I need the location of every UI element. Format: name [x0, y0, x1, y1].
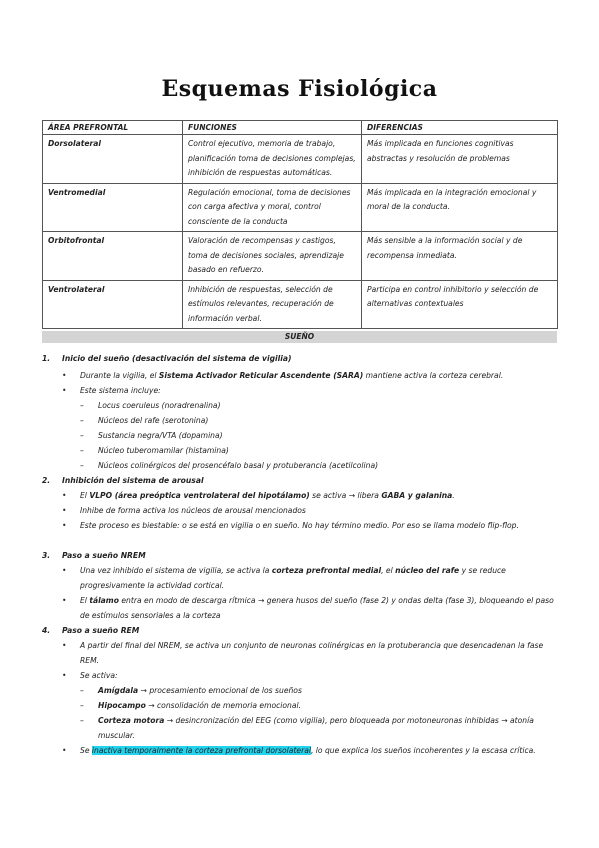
sub-item: – Núcleos del rafe (serotonina): [80, 414, 557, 429]
row-diferencias: Más implicada en la integración emocional y moral de la conducta.: [362, 183, 558, 232]
header-funciones: FUNCIONES: [183, 121, 362, 135]
list-item: • Inhibe de forma activa los núcleos de arousal mencionados: [62, 504, 557, 519]
row-area: Ventromedial: [43, 183, 183, 232]
page-title: Esquemas Fisiológica: [161, 76, 438, 102]
list-item: • Se inactiva temporalmente la corteza prefrontal dorsolateral, lo que explica los sueños incoherentes y la escasa crítica.: [62, 744, 557, 759]
prefrontal-table: [42, 120, 558, 329]
row-area: Dorsolateral: [43, 135, 183, 184]
row-diferencias: Participa en control inhibitorio y selección de alternativas contextuales: [362, 280, 558, 329]
list-item: • A partir del final del NREM, se activa un conjunto de neuronas colinérgicas en la protuberancia que desencadenan la fase REM.: [62, 639, 557, 668]
heading-3: 3. Paso a sueño NREM: [42, 551, 146, 560]
row-funciones: Regulación emocional, toma de decisiones con carga afectiva y moral, control consciente de la conducta: [183, 183, 362, 232]
list-item: • Este sistema incluye:: [62, 384, 557, 399]
list-item: • Se activa:: [62, 669, 557, 684]
list-item: • El tálamo entra en modo de descarga rítmica → genera husos del sueño (fase 2) y ondas delta (fase 3), bloqueando el paso de estímulos sensoriales a la corteza: [62, 594, 557, 623]
section-header-sueno: SUEÑO: [42, 331, 557, 343]
row-diferencias: Más implicada en funciones cognitivas abstractas y resolución de problemas: [362, 135, 558, 184]
heading-4: 4. Paso a sueño REM: [42, 626, 140, 635]
table-row: [43, 135, 558, 184]
sub-item: – Hipocampo → consolidación de memoria emocional.: [80, 699, 557, 714]
row-funciones: Inhibición de respuestas, selección de estímulos relevantes, recuperación de información verbal.: [183, 280, 362, 329]
list-item: • Una vez inhibido el sistema de vigilia, se activa la corteza prefrontal medial, el núcleo del rafe y se reduce progresivamente la actividad cortical.: [62, 564, 557, 593]
heading-1: 1. Inicio del sueño (desactivación del sistema de vigilia): [42, 354, 292, 363]
table-row: [43, 280, 558, 329]
row-funciones: Valoración de recompensas y castigos, toma de decisiones sociales, aprendizaje basado en refuerzo.: [183, 232, 362, 281]
table-header-row: [43, 121, 558, 135]
row-area: Orbitofrontal: [43, 232, 183, 281]
row-area: Ventrolateral: [43, 280, 183, 329]
table-row: [43, 232, 558, 281]
list-item: • Este proceso es biestable: o se está en vigilia o en sueño. No hay término medio. Por eso se llama modelo flip-flop.: [62, 519, 557, 534]
list-item: • El VLPO (área preóptica ventrolateral del hipotálamo) se activa → libera GABA y galanina.: [62, 489, 557, 504]
sub-item: – Núcleo tuberomamilar (histamina): [80, 444, 557, 459]
row-diferencias: Más sensible a la información social y de recompensa inmediata.: [362, 232, 558, 281]
list-item: • Durante la vigilia, el Sistema Activador Reticular Ascendente (SARA) mantiene activa la corteza cerebral.: [62, 369, 557, 384]
header-area: ÁREA PREFRONTAL: [43, 121, 183, 135]
sub-item: – Núcleos colinérgicos del prosencéfalo basal y protuberancia (acetilcolina): [80, 459, 557, 474]
heading-2: 2. Inhibición del sistema de arousal: [42, 476, 204, 485]
sub-item: – Amígdala → procesamiento emocional de los sueños: [80, 684, 557, 699]
sub-item: – Corteza motora → desincronización del EEG (como vigilia), pero bloqueada por motoneuronas inhibidas → atonía muscular.: [80, 714, 557, 743]
sub-item: – Locus coeruleus (noradrenalina): [80, 399, 557, 414]
row-funciones: Control ejecutivo, memoria de trabajo, planificación toma de decisiones complejas, inhibición de respuestas automáticas.: [183, 135, 362, 184]
sub-item: – Sustancia negra/VTA (dopamina): [80, 429, 557, 444]
highlighted-text: inactiva temporalmente la corteza prefrontal dorsolateral: [91, 746, 311, 755]
table-row: [43, 183, 558, 232]
header-diferencias: DIFERENCIAS: [362, 121, 558, 135]
